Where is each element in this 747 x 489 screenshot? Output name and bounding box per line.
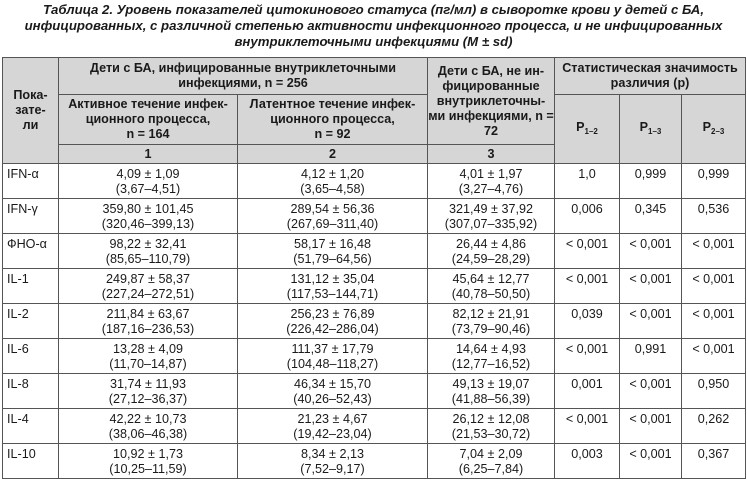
p-value: 0,262 [697, 412, 730, 426]
value-cell-c1 [59, 269, 238, 304]
p-value-p23 [682, 269, 746, 304]
value-cell-c3 [428, 444, 555, 479]
p23-sub: 2–3 [711, 126, 725, 136]
value-cell-c1 [59, 234, 238, 269]
p-value-p23 [682, 339, 746, 374]
indicator-name: IL-2 [7, 307, 29, 321]
value-cell-c2 [238, 304, 428, 339]
p-value: 0,003 [571, 447, 603, 461]
table-row [3, 374, 746, 409]
header-p13 [620, 95, 682, 164]
p-value-p13 [620, 199, 682, 234]
header-significance: Статистическая значимость различия (p) [555, 58, 746, 95]
table-row [3, 444, 746, 479]
p-value: < 0,001 [692, 272, 735, 286]
p-value: 0,536 [697, 202, 730, 216]
ci-range: (73,79–90,46) [451, 322, 531, 336]
ci-range: (227,24–272,51) [101, 287, 195, 301]
ci-range: (40,78–50,50) [451, 287, 531, 301]
mean-sd: 58,17 ± 16,48 [294, 237, 371, 251]
value-cell-c3 [428, 304, 555, 339]
indicator-name: IL-4 [7, 412, 29, 426]
p-value-p23 [682, 444, 746, 479]
p-value: < 0,001 [629, 272, 672, 286]
table-row [3, 234, 746, 269]
ci-range: (21,53–30,72) [451, 427, 531, 441]
mean-sd: 14,64 ± 4,93 [456, 342, 526, 356]
ci-range: (226,42–286,04) [286, 322, 379, 336]
p-value: 0,345 [634, 202, 667, 216]
p-value-p13 [620, 269, 682, 304]
row-indicator [3, 304, 59, 339]
mean-sd: 26,12 ± 12,08 [452, 412, 530, 426]
mean-sd: 4,09 ± 1,09 [116, 167, 180, 181]
p-value: 0,999 [697, 167, 730, 181]
p-value-p23 [682, 164, 746, 199]
row-indicator [3, 339, 59, 374]
row-indicator [3, 409, 59, 444]
value-cell-c1 [59, 409, 238, 444]
value-cell-c3 [428, 234, 555, 269]
cytokine-table [2, 57, 746, 479]
p-value: 0,039 [571, 307, 603, 321]
p-value-p23 [682, 374, 746, 409]
p-value-p12 [555, 164, 620, 199]
p12-letter: P [576, 119, 585, 134]
caption-line-3: внутриклеточными инфекциями (M ± sd) [234, 34, 513, 49]
ci-range: (41,88–56,39) [451, 392, 531, 406]
mean-sd: 26,44 ± 4,86 [456, 237, 526, 251]
indicator-name: IL-10 [7, 447, 36, 461]
value-cell-c3 [428, 164, 555, 199]
header-uninfected: Дети с БА, не ин- фицированные внутриклеточны- ми инфекциями, n = 72 [428, 58, 555, 145]
mean-sd: 4,01 ± 1,97 [459, 167, 523, 181]
mean-sd: 82,12 ± 21,91 [452, 307, 530, 321]
ci-range: (40,26–52,43) [293, 392, 372, 406]
header-active: Активное течение инфек- ционного процесса, n = 164 [59, 95, 238, 145]
value-cell-c2 [238, 199, 428, 234]
p-value: < 0,001 [565, 342, 609, 356]
value-cell-c2 [238, 269, 428, 304]
ci-range: (320,46–399,13) [101, 217, 195, 231]
p13-sub: 1–3 [648, 126, 662, 136]
p-value: 0,001 [571, 377, 603, 391]
p-value: < 0,001 [692, 237, 735, 251]
p-value: < 0,001 [565, 272, 609, 286]
mean-sd: 21,23 ± 4,67 [297, 412, 368, 426]
ci-range: (3,27–4,76) [458, 182, 524, 196]
value-cell-c1 [59, 374, 238, 409]
mean-sd: 321,49 ± 37,92 [449, 202, 533, 216]
ci-range: (117,53–144,71) [286, 287, 379, 301]
ci-range: (10,25–11,59) [109, 462, 187, 476]
value-cell-c3 [428, 199, 555, 234]
p-value-p23 [682, 304, 746, 339]
ci-range: (19,42–23,04) [293, 427, 372, 441]
table-row [3, 269, 746, 304]
mean-sd: 249,87 ± 58,37 [106, 272, 190, 286]
mean-sd: 10,92 ± 1,73 [113, 447, 183, 461]
p-value: < 0,001 [629, 412, 672, 426]
p-value: 0,999 [634, 167, 667, 181]
indicator-name: IL-1 [7, 272, 29, 286]
value-cell-c1 [59, 304, 238, 339]
mean-sd: 4,12 ± 1,20 [301, 167, 364, 181]
ci-range: (12,77–16,52) [451, 357, 531, 371]
mean-sd: 111,37 ± 17,79 [291, 342, 374, 356]
p13-letter: P [639, 119, 649, 134]
mean-sd: 42,22 ± 10,73 [109, 412, 187, 426]
caption-line-2: инфицированных, с различной степенью активности инфекционного процесса, и не инфицированных [24, 18, 723, 33]
p-value-p23 [682, 409, 746, 444]
header-p23 [682, 95, 746, 164]
indicator-name: IFN-α [7, 167, 39, 181]
ci-range: (11,70–14,87) [109, 357, 187, 371]
p-value-p12 [555, 304, 620, 339]
p-value: < 0,001 [629, 377, 672, 391]
p-value-p12 [555, 409, 620, 444]
p-value: < 0,001 [565, 412, 609, 426]
header-infected-group: Дети с БА, инфицированные внутриклеточными инфекциями, n = 256 [59, 58, 428, 95]
p-value: < 0,001 [565, 237, 609, 251]
p-value-p13 [620, 339, 682, 374]
indicator-name: IL-8 [7, 377, 29, 391]
mean-sd: 211,84 ± 63,67 [106, 307, 190, 321]
p23-letter: P [702, 119, 712, 134]
ci-range: (3,67–4,51) [115, 182, 181, 196]
value-cell-c1 [59, 444, 238, 479]
mean-sd: 98,22 ± 32,41 [109, 237, 187, 251]
row-indicator [3, 444, 59, 479]
mean-sd: 256,23 ± 76,89 [290, 307, 375, 321]
p-value-p12 [555, 269, 620, 304]
ci-range: (307,07–335,92) [444, 217, 538, 231]
value-cell-c1 [59, 199, 238, 234]
ci-range: (267,69–311,40) [286, 217, 379, 231]
header-latent: Латентное течение инфек- ционного процесса, n = 92 [238, 95, 428, 145]
p-value-p12 [555, 199, 620, 234]
value-cell-c2 [238, 444, 428, 479]
p-value-p13 [620, 304, 682, 339]
p-value-p23 [682, 234, 746, 269]
ci-range: (27,12–36,37) [108, 392, 188, 406]
row-indicator [3, 199, 59, 234]
value-cell-c2 [238, 164, 428, 199]
p-value: 0,006 [571, 202, 603, 216]
ci-range: (7,52–9,17) [300, 462, 365, 476]
header-col-1: 1 [59, 145, 238, 164]
p-value-p12 [555, 339, 620, 374]
value-cell-c3 [428, 269, 555, 304]
p-value: < 0,001 [629, 307, 672, 321]
ci-range: (3,65–4,58) [300, 182, 365, 196]
header-p12 [555, 95, 620, 164]
p-value-p13 [620, 444, 682, 479]
value-cell-c2 [238, 339, 428, 374]
p-value: 0,991 [634, 342, 667, 356]
p-value: < 0,001 [629, 237, 672, 251]
ci-range: (24,59–28,29) [451, 252, 531, 266]
ci-range: (6,25–7,84) [458, 462, 524, 476]
row-indicator [3, 234, 59, 269]
mean-sd: 13,28 ± 4,09 [113, 342, 183, 356]
value-cell-c2 [238, 234, 428, 269]
p-value: < 0,001 [692, 307, 735, 321]
mean-sd: 8,34 ± 2,13 [301, 447, 364, 461]
p-value-p13 [620, 409, 682, 444]
mean-sd: 7,04 ± 2,09 [459, 447, 523, 461]
value-cell-c3 [428, 339, 555, 374]
indicator-name: ФНО-α [7, 237, 47, 251]
row-indicator [3, 269, 59, 304]
ci-range: (104,48–118,27) [286, 357, 379, 371]
p-value-p13 [620, 164, 682, 199]
row-indicator [3, 164, 59, 199]
table-row [3, 304, 746, 339]
p-value-p13 [620, 374, 682, 409]
table-caption [0, 0, 747, 57]
table-row [3, 164, 746, 199]
p-value-p23 [682, 199, 746, 234]
mean-sd: 49,13 ± 19,07 [452, 377, 530, 391]
table-row [3, 339, 746, 374]
ci-range: (51,79–64,56) [293, 252, 372, 266]
value-cell-c2 [238, 374, 428, 409]
header-col-2: 2 [238, 145, 428, 164]
caption-line-1: Таблица 2. Уровень показателей цитокинового статуса (пг/мл) в сыворотке крови у детей с БА, [43, 2, 704, 17]
mean-sd: 289,54 ± 56,36 [290, 202, 375, 216]
row-indicator [3, 374, 59, 409]
p-value: < 0,001 [629, 447, 672, 461]
p-value: 0,367 [697, 447, 730, 461]
mean-sd: 46,34 ± 15,70 [294, 377, 371, 391]
p12-sub: 1–2 [584, 126, 598, 136]
ci-range: (187,16–236,53) [101, 322, 195, 336]
p-value-p13 [620, 234, 682, 269]
table-row [3, 409, 746, 444]
header-indicator: Пока- зате- ли [3, 58, 59, 164]
mean-sd: 45,64 ± 12,77 [452, 272, 530, 286]
ci-range: (38,06–46,38) [108, 427, 188, 441]
value-cell-c3 [428, 409, 555, 444]
indicator-name: IL-6 [7, 342, 29, 356]
p-value: 1,0 [578, 167, 596, 181]
p-value-p12 [555, 444, 620, 479]
ci-range: (85,65–110,79) [105, 252, 191, 266]
table-row [3, 199, 746, 234]
mean-sd: 31,74 ± 11,93 [109, 377, 186, 391]
indicator-name: IFN-γ [7, 202, 38, 216]
value-cell-c1 [59, 164, 238, 199]
mean-sd: 359,80 ± 101,45 [102, 202, 194, 216]
value-cell-c2 [238, 409, 428, 444]
header-col-3: 3 [428, 145, 555, 164]
value-cell-c3 [428, 374, 555, 409]
p-value-p12 [555, 234, 620, 269]
p-value: 0,950 [697, 377, 730, 391]
value-cell-c1 [59, 339, 238, 374]
p-value: < 0,001 [692, 342, 735, 356]
mean-sd: 131,12 ± 35,04 [290, 272, 375, 286]
p-value-p12 [555, 374, 620, 409]
